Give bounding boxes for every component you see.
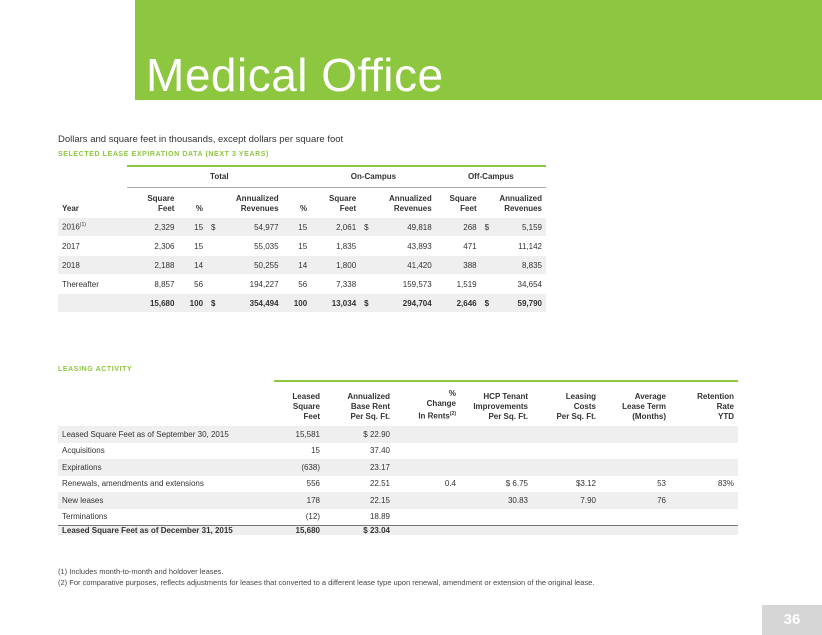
cell-retention-rate [670,492,738,509]
cell-on-revenues: 41,420 [360,256,436,275]
page-number: 36 [783,611,801,628]
table-row [58,476,738,493]
cell-off-revenues: 11,142 [481,237,546,256]
column-header-off-revenues: Annualized Revenues [499,194,542,213]
footnote-2: (2) For comparative purposes, reflects adjustments for leases that converted to a different lease type upon renewal, amendment or extension of the original lease. [58,578,595,587]
cell-leased-sqft: 178 [274,492,324,509]
column-header-leased-sqft: Leased Square Feet [274,381,324,426]
leasing-activity-section-title: LEASING ACTIVITY [58,366,133,373]
cell-change-in-rents [394,443,460,460]
cell-off-revenues: $ 59,790 [481,294,546,313]
cell-total-revenues: $ 354,494 [207,294,283,313]
cell-total-pct: 15 [178,237,207,256]
cell-retention-rate [670,443,738,460]
row-label: Leased Square Feet as of December 31, 2015 [58,526,274,536]
cell-change-in-rents: 0.4 [444,479,456,489]
column-header-total-rev-pct: % [300,204,308,213]
cell-retention-rate: 83% [717,479,734,489]
row-label: Leased Square Feet as of September 30, 2015 [58,426,274,443]
column-header-change-in-rents: % Change In Rents$^{(2)}$ [394,381,460,426]
cell-base-rent: $ 22.90 [324,426,394,443]
table-row [58,509,738,526]
group-header-total: Total [127,166,311,188]
cell-total-sqft: 2,306 [127,237,178,256]
cell-total-sqft: 8,857 [127,275,178,294]
table-row [58,459,738,476]
cell-tenant-improvements: 30.83 [460,492,532,509]
cell-change-in-rents [394,459,460,476]
cell-total-rev-pct: 56 [283,275,312,294]
cell-off-sqft: 2,646 [436,294,481,313]
table-total-row [58,294,546,313]
cell-lease-term [600,459,670,476]
cell-total-rev-pct: 15 [283,218,312,237]
column-header-base-rent: Annualized Base Rent Per Sq. Ft. [324,381,394,426]
cell-retention-rate [670,426,738,443]
cell-leasing-costs [532,443,600,460]
cell-on-sqft: 1,800 [311,256,360,275]
cell-lease-term [600,443,670,460]
row-year: 2017 [58,237,127,256]
cell-total-pct: 15 [178,218,207,237]
cell-total-revenues: 50,255 [207,256,283,275]
cell-leasing-costs: $3.12 [575,479,596,489]
cell-off-sqft: 471 [436,237,481,256]
cell-total-rev-pct: 15 [283,237,312,256]
table-row [58,237,546,256]
table-row [58,256,546,275]
units-subtitle: Dollars and square feet in thousands, except dollars per square foot [58,134,344,145]
cell-lease-term: 76 [600,492,670,509]
cell-off-revenues: 34,654 [481,275,546,294]
group-header-off-campus: Off-Campus [436,166,546,188]
cell-total-sqft: 15,680 [127,294,178,313]
cell-tenant-improvements [460,509,532,526]
column-header-total-pct: % [195,204,204,213]
page-title: Medical Office [146,49,444,101]
table-row [58,426,738,443]
cell-total-pct: 100 [178,294,207,313]
cell-off-sqft: 1,519 [436,275,481,294]
cell-leasing-costs [532,509,600,526]
cell-change-in-rents [394,492,460,509]
cell-off-revenues: $ 5,159 [481,218,546,237]
column-header-retention-rate: Retention Rate YTD [670,381,738,426]
cell-total-pct: 56 [178,275,207,294]
table-row [58,492,738,509]
cell-lease-term: 53 [657,479,666,489]
cell-base-rent: 18.89 [369,512,390,522]
row-label: Renewals, amendments and extensions [62,479,204,489]
cell-total-sqft: 2,188 [127,256,178,275]
row-year: Thereafter [58,275,127,294]
row-year: 2016$^{(1)}$ [58,218,127,237]
cell-total-revenues: 55,035 [207,237,283,256]
cell-on-revenues: $ 294,704 [360,294,436,313]
column-header-lease-term: Average Lease Term (Months) [600,381,670,426]
group-header-on-campus: On-Campus [311,166,436,188]
cell-leased-sqft: 556 [306,479,320,489]
column-header-leasing-costs: Leasing Costs Per Sq. Ft. [532,381,600,426]
page-number-box [762,605,822,635]
cell-base-rent: 22.15 [324,492,394,509]
row-label: Acquisitions [62,446,105,456]
lease-expiration-table [58,165,546,313]
cell-on-sqft: 13,034 [311,294,360,313]
cell-base-rent: 22.51 [369,479,390,489]
cell-tenant-improvements [460,426,532,443]
cell-base-rent: $ 23.04 [324,526,394,536]
cell-change-in-rents [394,426,460,443]
cell-total-revenues: $ 54,977 [207,218,283,237]
row-year: 2018 [58,256,127,275]
column-header-year: Year [62,204,79,213]
cell-off-revenues: 8,835 [481,256,546,275]
row-year [58,294,127,313]
row-label: Terminations [62,512,108,522]
cell-retention-rate [670,509,738,526]
cell-lease-term [600,426,670,443]
cell-on-sqft: 7,338 [311,275,360,294]
table-row [58,275,546,294]
cell-leasing-costs [532,459,600,476]
table-row [58,443,738,460]
cell-tenant-improvements: $ 6.75 [505,479,528,489]
cell-on-revenues: $ 49,818 [360,218,436,237]
cell-on-revenues: 159,573 [360,275,436,294]
lease-expiration-section-title: SELECTED LEASE EXPIRATION DATA (NEXT 3 YEARS) [58,151,269,158]
leasing-activity-table [58,380,738,535]
cell-total-revenues: 194,227 [207,275,283,294]
cell-retention-rate [670,459,738,476]
cell-change-in-rents [394,509,460,526]
cell-lease-term [600,509,670,526]
cell-on-sqft: 2,061 [311,218,360,237]
cell-tenant-improvements [460,443,532,460]
row-label: Expirations [58,459,274,476]
column-header-off-sqft: Square Feet [449,194,477,213]
cell-off-sqft: 268 [436,218,481,237]
cell-leasing-costs: 7.90 [532,492,600,509]
cell-off-sqft: 388 [436,256,481,275]
row-label: New leases [58,492,274,509]
column-header-total-revenues: Annualized Revenues [235,194,279,213]
cell-leased-sqft: 15,581 [274,426,324,443]
cell-base-rent: 23.17 [324,459,394,476]
footnote-1: (1) Includes month-to-month and holdover leases. [58,567,224,576]
cell-leasing-costs [532,426,600,443]
cell-leased-sqft: 15,680 [274,526,324,536]
cell-base-rent: 37.40 [369,446,390,456]
cell-leased-sqft: 15 [311,446,320,456]
cell-on-revenues: 43,893 [360,237,436,256]
column-header-total-sqft: Square Feet [147,194,175,213]
cell-total-sqft: 2,329 [127,218,178,237]
cell-leased-sqft: (638) [274,459,324,476]
cell-total-rev-pct: 14 [283,256,312,275]
column-header-tenant-improvements: HCP Tenant Improvements Per Sq. Ft. [460,381,532,426]
cell-on-sqft: 1,835 [311,237,360,256]
cell-leased-sqft: (12) [305,512,320,522]
column-header-on-sqft: Square Feet [329,194,357,213]
column-header-on-revenues: Annualized Revenues [389,194,432,213]
table-total-row [58,526,738,536]
cell-total-pct: 14 [178,256,207,275]
cell-total-rev-pct: 100 [283,294,312,313]
cell-tenant-improvements [460,459,532,476]
table-row [58,218,546,237]
